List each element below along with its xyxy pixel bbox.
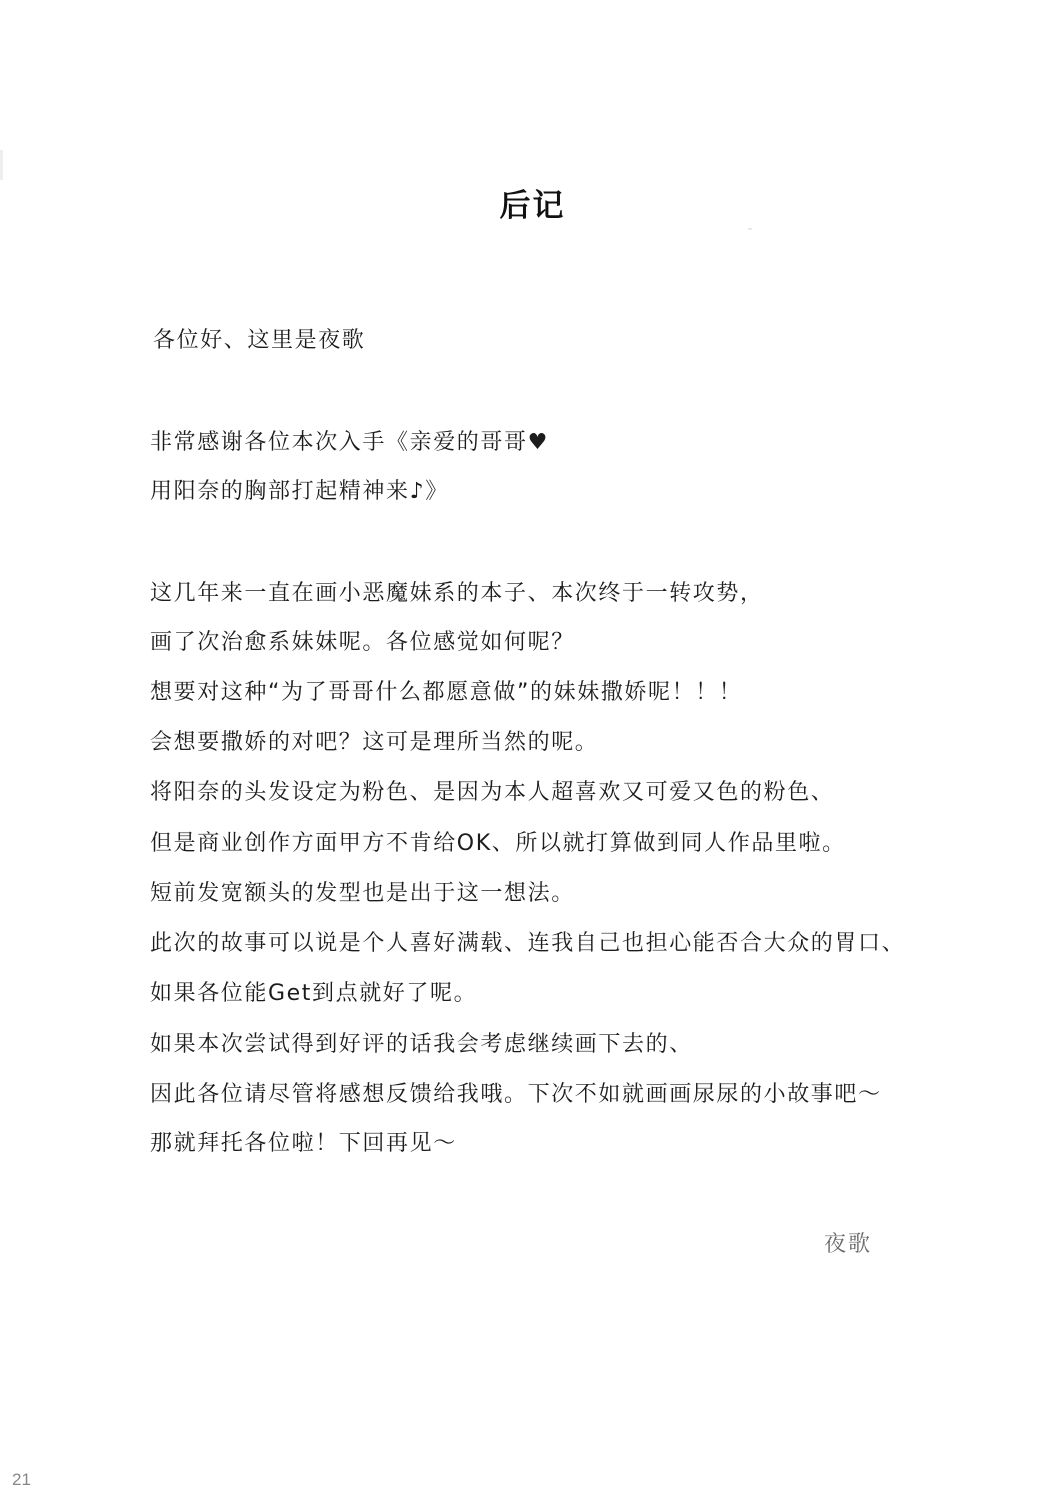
edge-mark	[0, 150, 3, 180]
body-line-6: 但是商业创作方面甲方不肯给OK、所以就打算做到同人作品里啦。	[150, 831, 846, 856]
body-line-11: 因此各位请尽管将感想反馈给我哦。下次不如就画画尿尿的小故事吧～	[150, 1082, 882, 1107]
body-line-4: 会想要撒娇的对吧？这可是理所当然的呢。	[150, 730, 599, 755]
body-line-7: 短前发宽额头的发型也是出于这一想法。	[150, 881, 575, 906]
page-number: 21	[12, 1470, 31, 1489]
body-line-12: 那就拜托各位啦！下回再见～	[150, 1131, 457, 1156]
body-line-10: 如果本次尝试得到好评的话我会考虑继续画下去的、	[150, 1032, 693, 1057]
body-line-5: 将阳奈的头发设定为粉色、是因为本人超喜欢又可爱又色的粉色、	[150, 780, 835, 805]
thanks-line-2: 用阳奈的胸部打起精神来♪》	[150, 479, 449, 504]
body-line-2: 画了次治愈系妹妹呢。各位感觉如何呢？	[150, 630, 575, 655]
body-line-3: 想要对这种“为了哥哥什么都愿意做”的妹妹撒娇呢！！！	[150, 680, 743, 705]
greeting-line: 各位好、这里是夜歌	[153, 328, 366, 353]
body-line-1: 这几年来一直在画小恶魔妹系的本子、本次终于一转攻势，	[150, 581, 764, 606]
paper-speck	[748, 228, 752, 230]
body-line-9: 如果各位能Get到点就好了呢。	[150, 981, 478, 1006]
author-signature: 夜歌	[824, 1232, 873, 1257]
thanks-line-1: 非常感谢各位本次入手《亲爱的哥哥♥	[150, 430, 549, 455]
page-title: 后记	[499, 188, 566, 224]
body-line-8: 此次的故事可以说是个人喜好满载、连我自己也担心能否合大众的胃口、	[150, 931, 906, 956]
